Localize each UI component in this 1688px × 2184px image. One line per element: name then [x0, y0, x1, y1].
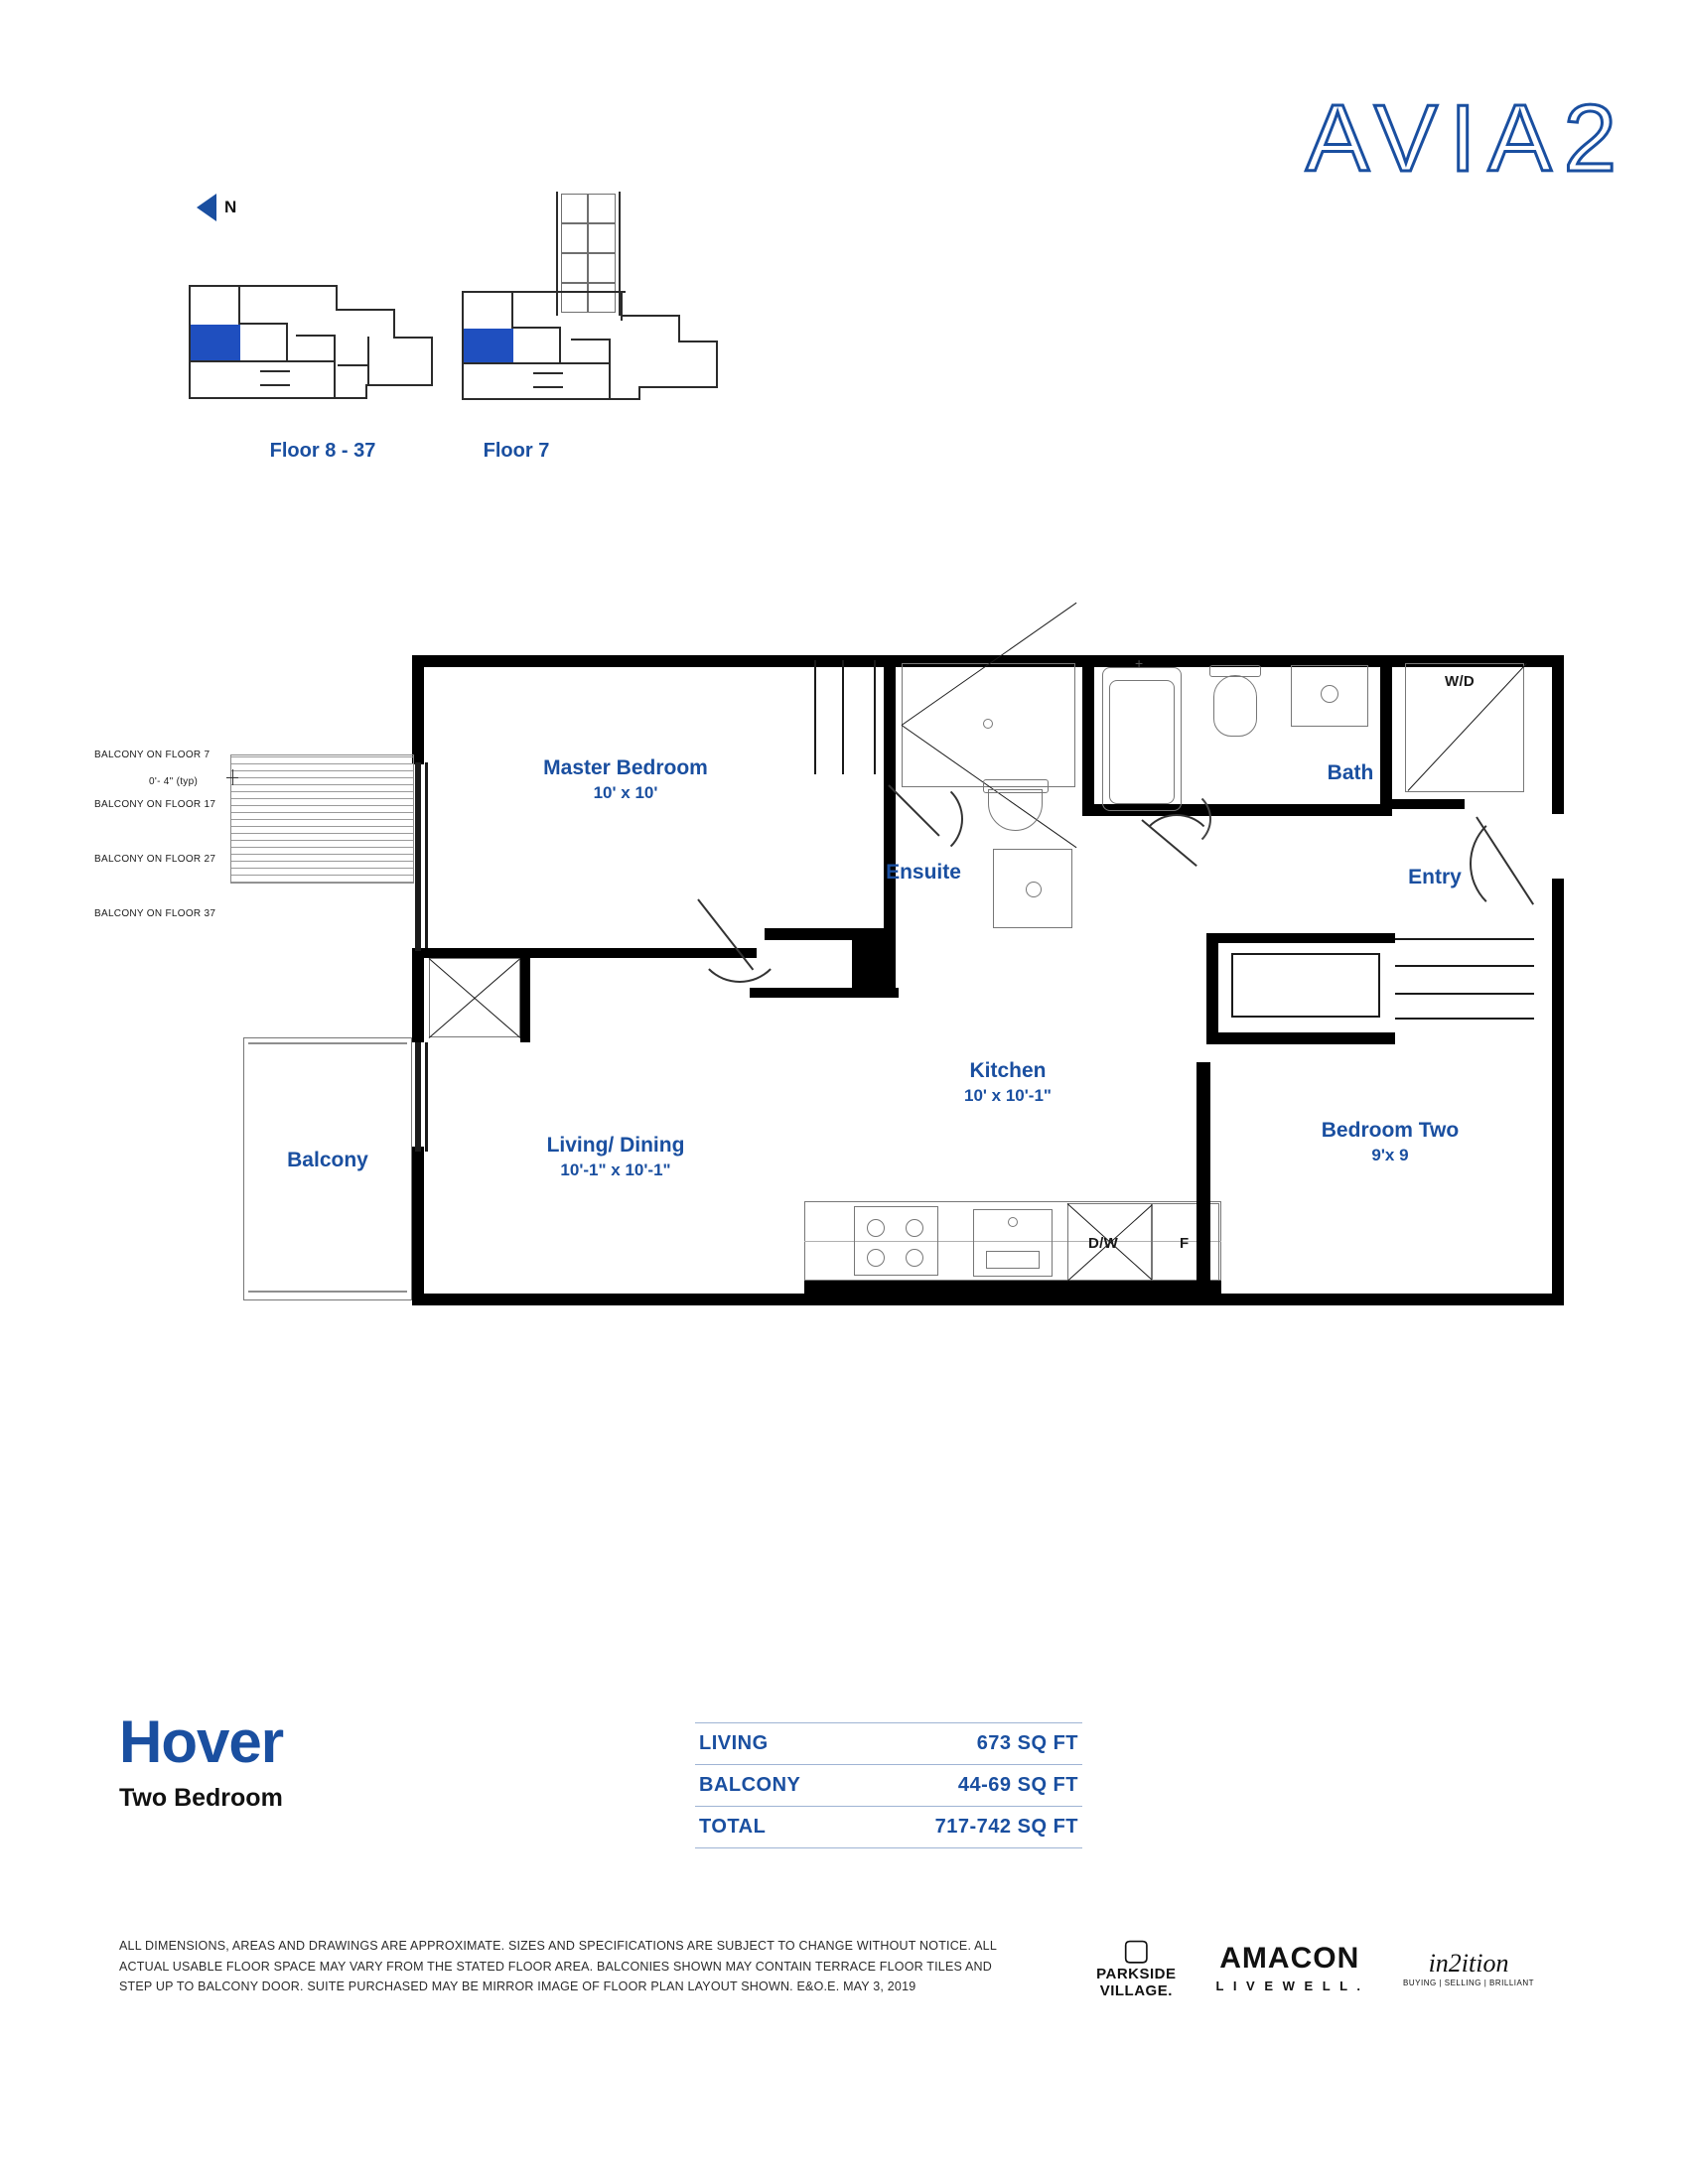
- burner-2: [906, 1219, 923, 1237]
- keyplan-caption: Floor 7: [483, 440, 550, 462]
- logo-group: [1096, 1936, 1534, 1999]
- closet-line-3: [1378, 953, 1380, 1018]
- wall-right-upper: [1552, 655, 1564, 814]
- room-label-bath: Bath: [1327, 761, 1374, 784]
- amacon-line1: AMACON: [1219, 1942, 1360, 1975]
- wall-closet-bottom: [1206, 1032, 1395, 1044]
- wall-bottom-kitchen: [804, 1281, 1221, 1305]
- washer-dryer-label: W/D: [1445, 673, 1476, 690]
- parkside-line2: VILLAGE.: [1099, 1982, 1173, 1999]
- room-label-living-dining: Living/ Dining 10'-1" x 10'-1": [546, 1134, 685, 1180]
- area-value: 44-69 SQ FT: [957, 1774, 1078, 1796]
- entry-closet-line: [1395, 938, 1534, 940]
- burner-1: [867, 1219, 885, 1237]
- balcony-hatch-band: [230, 754, 414, 884]
- area-label: TOTAL: [699, 1816, 767, 1838]
- window-line-lower-1: [415, 1042, 421, 1152]
- wall-bath-right: [1380, 655, 1392, 816]
- wall-bedroom2-top: [1206, 933, 1218, 1042]
- intuition-logo: [1403, 1949, 1534, 1987]
- north-arrow-icon: [197, 194, 236, 221]
- kitchen-faucet-icon: [1008, 1217, 1018, 1227]
- parkside-mark-icon: ▢: [1122, 1934, 1151, 1967]
- area-table: [695, 1722, 1082, 1848]
- floorplan-drawing: [0, 596, 1688, 1410]
- north-label: N: [224, 198, 237, 216]
- room-label-kitchen: Kitchen 10' x 10'-1": [964, 1059, 1052, 1106]
- toilet-bath-tank: [1209, 665, 1261, 677]
- burner-4: [906, 1249, 923, 1267]
- wall-right-lower: [1552, 884, 1564, 1305]
- toilet-ensuite-icon: [988, 789, 1043, 831]
- plan-name: Hover: [119, 1708, 284, 1775]
- disclaimer-text: ALL DIMENSIONS, AREAS AND DRAWINGS ARE APPROXIMATE. SIZES AND SPECIFICATIONS ARE SUBJECT TO CHANGE WITHOUT NOTICE. ALL ACTUAL USABLE FLOOR SPACE MAY VARY FROM THE STATED FLOOR AREA. BALCONIES SHOWN MAY CONTAIN TERRACE FLOOR TILES AND STEP UP TO BALCONY DOOR. SUITE PURCHASED MAY BE MIRROR IMAGE OF FLOOR PLAN LAYOUT SHOWN. E&O.E. MAY 3, 2019: [119, 1939, 997, 1994]
- toilet-ensuite-tank: [983, 779, 1049, 793]
- closet-line-4: [1231, 1016, 1380, 1018]
- area-value: 717-742 SQ FT: [934, 1816, 1078, 1838]
- toilet-bath-icon: [1213, 675, 1257, 737]
- balcony-leader-2: [232, 769, 233, 785]
- wall-bottom-right: [1211, 1294, 1564, 1305]
- balcony-note-floor-7: BALCONY ON FLOOR 7: [94, 750, 211, 760]
- plan-type: Two Bedroom: [119, 1784, 283, 1812]
- keyplan-caption: Floor 8 - 37: [269, 440, 376, 462]
- master-closet-div: [842, 660, 844, 774]
- wall-left-upper: [412, 655, 424, 764]
- bathtub-faucet-icon: +: [1135, 655, 1144, 671]
- entry-closet-line-2: [1395, 965, 1534, 967]
- door-bedroom2-arc: [1152, 789, 1211, 849]
- cooktop-icon: [854, 1206, 938, 1276]
- window-line-upper-1: [415, 762, 421, 951]
- wall-master-right: [884, 655, 896, 784]
- sink-bath-icon: [1321, 685, 1338, 703]
- entry-closet-line-3: [1395, 993, 1534, 995]
- room-label-ensuite: Ensuite: [886, 861, 961, 884]
- window-line-lower-2: [425, 1042, 428, 1152]
- room-label-entry: Entry: [1408, 866, 1462, 888]
- burner-3: [867, 1249, 885, 1267]
- room-label-master-bedroom: Master Bedroom 10' x 10': [543, 756, 708, 803]
- room-label-bedroom-two: Bedroom Two 9'x 9: [1321, 1119, 1460, 1165]
- wall-wd-right: [1390, 799, 1465, 809]
- closet-line-2: [1231, 953, 1233, 1018]
- titleblock: [119, 1707, 283, 1813]
- balcony-rail-line-2: [248, 1291, 407, 1293]
- area-label: BALCONY: [699, 1774, 801, 1796]
- keyplan-floor-7[interactable]: [452, 184, 740, 472]
- table-row: [695, 1722, 1082, 1765]
- sink-ensuite-icon: [1026, 882, 1042, 897]
- closet-line-1: [1231, 953, 1380, 955]
- area-label: LIVING: [699, 1732, 769, 1754]
- wall-master-bottom-right: [750, 988, 899, 998]
- wall-left-mid: [412, 948, 424, 1042]
- table-row: [695, 1765, 1082, 1807]
- balcony-note-typ: 0'- 4" (typ): [149, 776, 199, 787]
- storage-wall-right: [520, 948, 530, 1042]
- balcony-note-floor-37: BALCONY ON FLOOR 37: [94, 908, 216, 919]
- intuition-line2: BUYING | SELLING | BRILLIANT: [1403, 1978, 1534, 1987]
- table-row: [695, 1807, 1082, 1848]
- wall-kitchen-right: [1196, 1062, 1210, 1291]
- intuition-line1: in2ition: [1428, 1948, 1509, 1978]
- shower-drain-icon: [983, 719, 993, 729]
- wall-ensuite-bottom2: [852, 928, 896, 988]
- room-label-balcony: Balcony: [287, 1149, 368, 1171]
- fridge-label: F: [1180, 1235, 1190, 1252]
- balcony-note-floor-17: BALCONY ON FLOOR 17: [94, 799, 216, 810]
- dishwasher-label: D/W: [1088, 1235, 1119, 1252]
- wall-closet-top: [1206, 933, 1395, 943]
- amacon-line2: L I V E W E L L .: [1215, 1979, 1364, 1993]
- balcony-rail-line: [248, 1042, 407, 1044]
- balcony-note-floor-27: BALCONY ON FLOOR 27: [94, 854, 216, 865]
- wall-bottom: [412, 1294, 809, 1305]
- wall-bath-left: [1082, 655, 1094, 814]
- amacon-logo: [1216, 1942, 1364, 1993]
- kitchen-sink-basin: [986, 1251, 1040, 1269]
- page-title: AVIA2: [1305, 85, 1628, 192]
- door-master-arc: [695, 893, 784, 983]
- parkside-line1: PARKSIDE: [1096, 1966, 1177, 1982]
- area-value: 673 SQ FT: [976, 1732, 1078, 1754]
- entry-closet-line-4: [1395, 1018, 1534, 1020]
- bathtub-inner: [1109, 680, 1175, 804]
- storage-box: [424, 948, 533, 956]
- master-closet-right: [874, 660, 876, 774]
- parkside-village-logo: [1096, 1936, 1176, 1999]
